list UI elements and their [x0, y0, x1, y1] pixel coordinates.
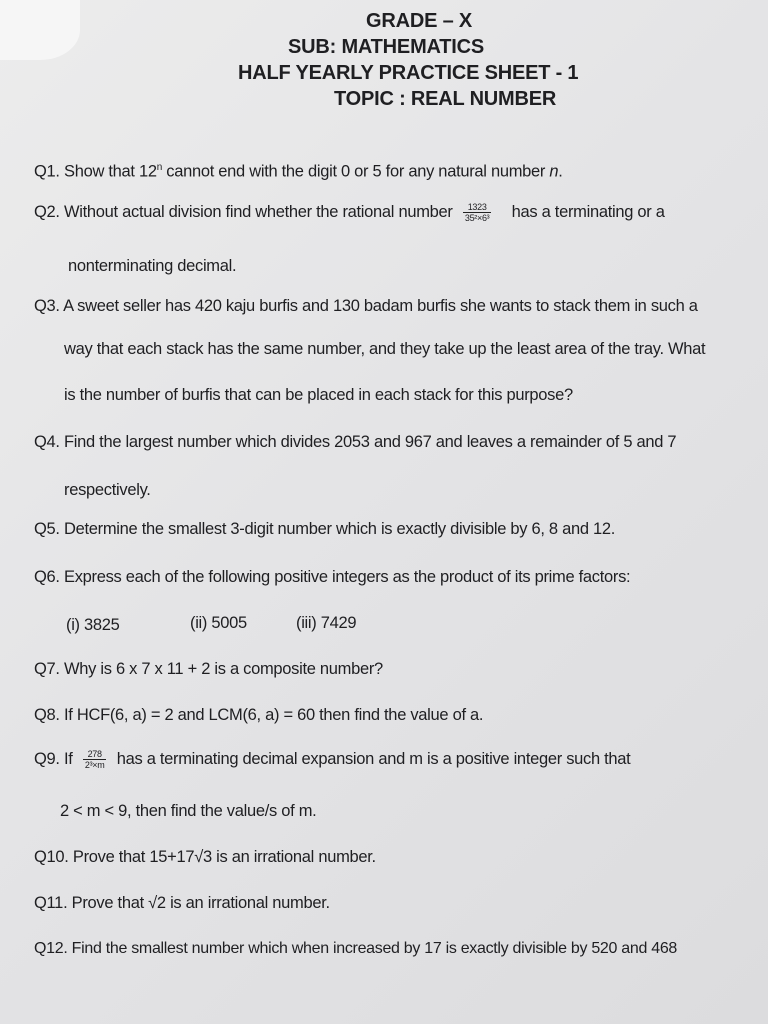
paper-glare — [0, 0, 80, 60]
question-3-line-3: is the number of burfis that can be placed in each stack for this purpose? — [64, 386, 573, 404]
question-8 — [34, 706, 483, 725]
variable: n — [549, 162, 559, 181]
question-label: Q10. — [34, 848, 69, 866]
question-label: Q8. — [34, 706, 60, 724]
question-label: Q3. — [34, 297, 60, 315]
fraction-denominator: 35²×6³ — [464, 213, 490, 223]
question-text: Express each of the following positive integers as the product of its prime factors: — [64, 568, 631, 586]
question-1 — [34, 162, 563, 182]
question-label: Q7. — [34, 660, 60, 678]
grade-heading: GRADE – X — [366, 10, 473, 32]
question-text: has a terminating or a — [511, 202, 665, 221]
question-label: Q4. — [34, 433, 60, 451]
question-9-continuation: 2 < m < 9, then find the value/s of m. — [60, 802, 317, 820]
question-text: . — [558, 162, 563, 181]
exponent: n — [156, 162, 162, 173]
question-5 — [34, 520, 615, 539]
question-text: Find the largest number which divides 2053 and 967 and leaves a remainder of 5 and 7 — [64, 433, 677, 451]
question-text: Determine the smallest 3-digit number which is exactly divisible by 6, 8 and 12. — [64, 520, 616, 538]
question-3-line-2: way that each stack has the same number, and they take up the least area of the tray. What — [64, 340, 706, 358]
question-12 — [34, 940, 677, 958]
fraction — [83, 749, 107, 770]
question-7 — [34, 660, 383, 679]
question-label: Q9. — [34, 749, 60, 768]
question-2-continuation: nonterminating decimal. — [68, 257, 237, 275]
question-label: Q1. — [34, 162, 60, 181]
question-10 — [34, 848, 376, 867]
option-i: (i) 3825 — [66, 616, 120, 634]
question-text: cannot end with the digit 0 or 5 for any natural number — [161, 162, 550, 181]
question-11 — [34, 894, 330, 913]
sheet-title: HALF YEARLY PRACTICE SHEET - 1 — [238, 62, 579, 84]
question-text: has a terminating decimal expansion and m is a positive integer such that — [116, 749, 631, 768]
question-text: Find the smallest number which when increased by 17 is exactly divisible by 520 and 468 — [71, 940, 678, 957]
question-text: If — [64, 749, 73, 768]
question-text: Prove that 15+17√3 is an irrational number. — [72, 848, 376, 866]
fraction-numerator: 1323 — [463, 202, 491, 213]
topic-heading: TOPIC : REAL NUMBER — [334, 88, 557, 110]
question-4 — [34, 433, 676, 452]
question-text: Show that 12 — [64, 162, 157, 181]
fraction — [463, 202, 491, 223]
question-2 — [34, 202, 665, 223]
question-label: Q11. — [34, 894, 68, 912]
question-text: If HCF(6, a) = 2 and LCM(6, a) = 60 then find the value of a. — [64, 706, 484, 724]
option-iii: (iii) 7429 — [296, 614, 357, 632]
option-ii: (ii) 5005 — [190, 614, 247, 632]
fraction-numerator: 278 — [83, 749, 107, 760]
question-label: Q12. — [34, 940, 68, 957]
question-label: Q5. — [34, 520, 60, 538]
question-text: A sweet seller has 420 kaju burfis and 130 badam burfis she wants to stack them in such a — [63, 297, 698, 315]
question-text: Prove that √2 is an irrational number. — [71, 894, 330, 912]
fraction-denominator: 2³×m — [84, 760, 105, 770]
question-3 — [34, 297, 698, 316]
question-text: Why is 6 x 7 x 11 + 2 is a composite number? — [64, 660, 383, 678]
subject-heading: SUB: MATHEMATICS — [288, 36, 485, 58]
question-4-line-2: respectively. — [64, 481, 151, 499]
question-6 — [34, 568, 630, 587]
question-label: Q6. — [34, 568, 60, 586]
question-9 — [34, 749, 630, 770]
question-label: Q2. — [34, 202, 60, 221]
question-text: Without actual division find whether the rational number — [64, 202, 453, 221]
